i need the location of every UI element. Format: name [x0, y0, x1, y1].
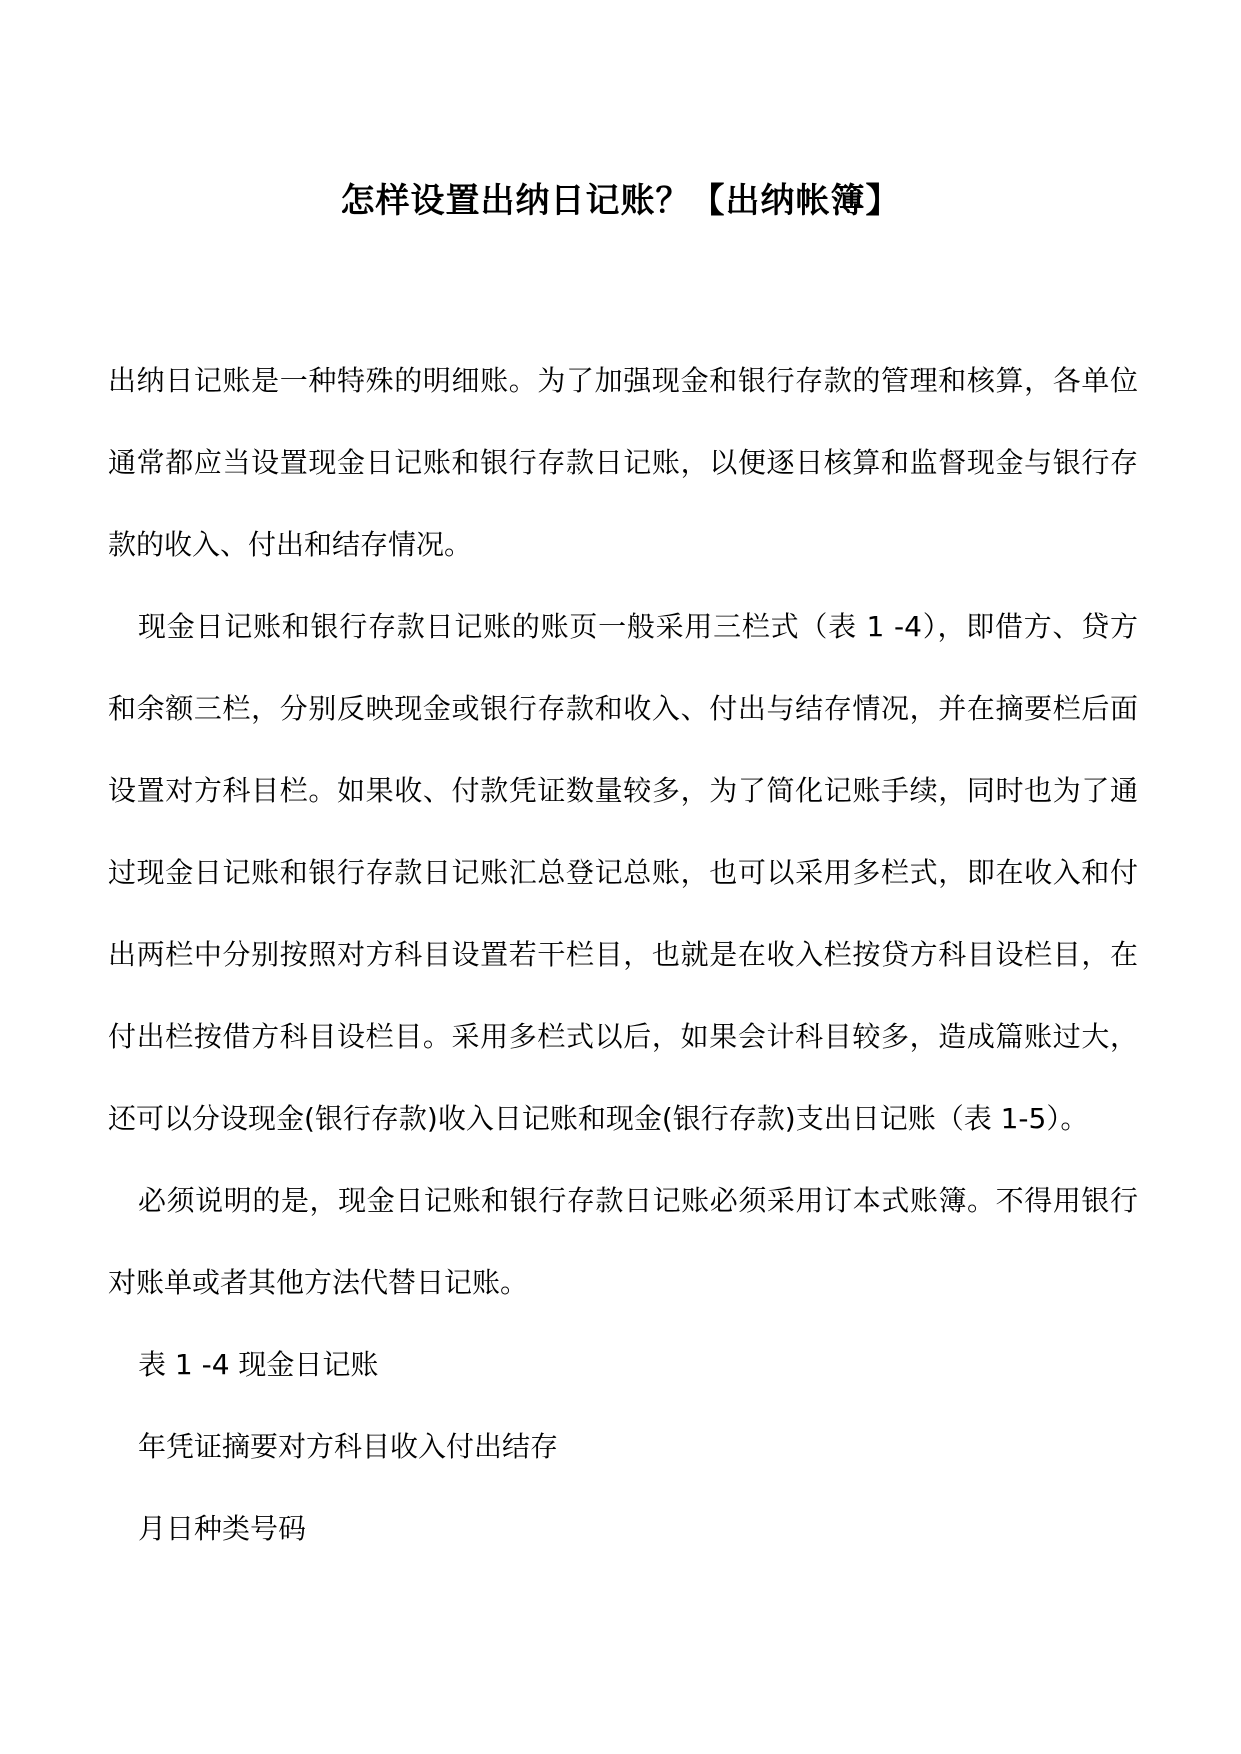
table-caption: 表 1 -4 现金日记账 [138, 1348, 379, 1381]
document-body [108, 340, 1138, 1570]
table-header-row-2: 月日种类号码 [138, 1512, 307, 1545]
paragraph-note: 必须说明的是，现金日记账和银行存款日记账必须采用订本式账簿。不得用银行对账单或者其他方法代替日记账。 [108, 1184, 1138, 1299]
table-header-row-1: 年凭证摘要对方科目收入付出结存 [138, 1430, 559, 1463]
paragraph-format: 现金日记账和银行存款日记账的账页一般采用三栏式（表 1 -4），即借方、贷方和余额三栏，分别反映现金或银行存款和收入、付出与结存情况，并在摘要栏后面设置对方科目栏。如果收、付款凭证数量较多，为了简化记账手续，同时也为了通过现金日记账和银行存款日记账汇总登记总账，也可以采用多栏式，即在收入和付出两栏中分别按照对方科目设置若干栏目，也就是在收入栏按贷方科目设栏目，在付出栏按借方科目设栏目。采用多栏式以后，如果会计科目较多，造成篇账过大，还可以分设现金(银行存款)收入日记账和现金(银行存款)支出日记账（表 1-5）。 [108, 610, 1138, 1135]
page-title: 怎样设置出纳日记账？【出纳帐簿】 [340, 180, 901, 221]
paragraph-intro: 出纳日记账是一种特殊的明细账。为了加强现金和银行存款的管理和核算，各单位通常都应当设置现金日记账和银行存款日记账，以便逐日核算和监督现金与银行存款的收入、付出和结存情况。 [108, 364, 1138, 561]
